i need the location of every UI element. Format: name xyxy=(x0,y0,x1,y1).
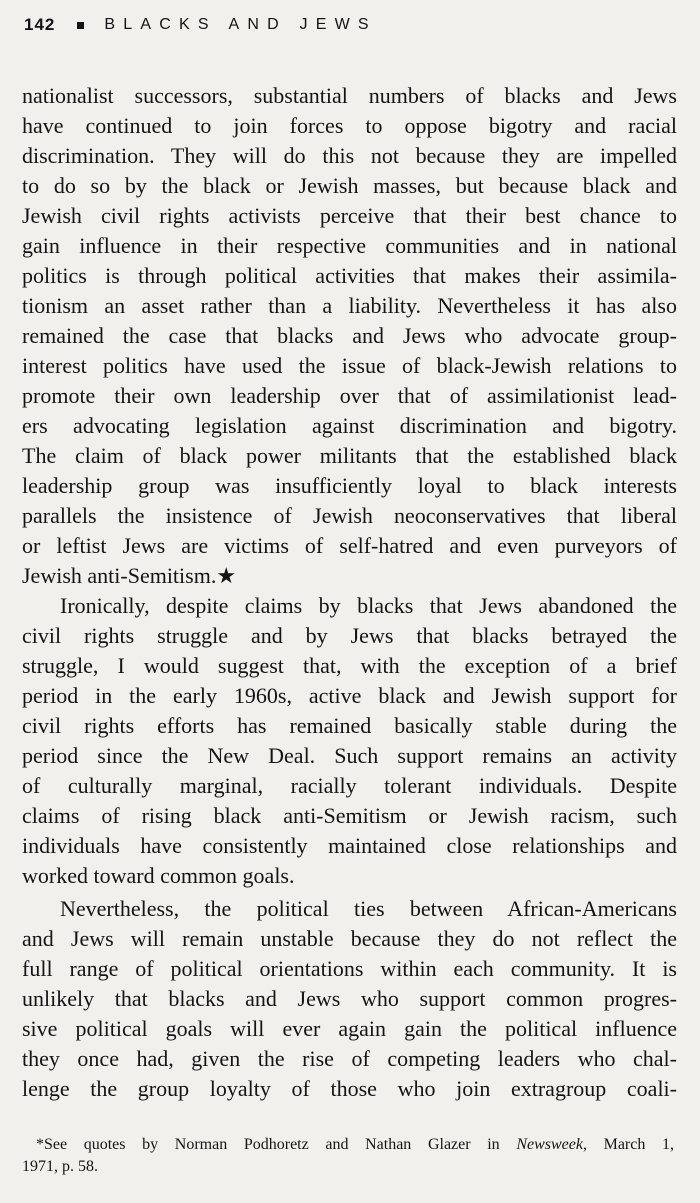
text-line: worked toward common goals. xyxy=(22,863,295,888)
text-line: individuals have consistently maintained close relationships and xyxy=(22,833,677,858)
text-line: have continued to join forces to oppose bigotry and racial xyxy=(22,113,677,138)
square-bullet-icon xyxy=(77,22,84,29)
text-line: Jewish civil rights activists perceive that their best chance to xyxy=(22,203,677,228)
text-line: discrimination. They will do this not because they are impelled xyxy=(22,143,677,168)
text-line-footnote-ref: Jewish anti-Semitism.★ xyxy=(22,563,237,588)
footnote-text: See quotes by Norman Podhoretz and Nathan Glazer in xyxy=(44,1136,517,1153)
page-number: 142 xyxy=(24,15,56,34)
text-line: and Jews will remain unstable because they do not reflect the xyxy=(22,926,677,951)
text-line: civil rights efforts has remained basically stable during the xyxy=(22,713,677,738)
footnote-text: , March 1, xyxy=(582,1136,675,1153)
text-line: sive political goals will ever again gain the political influence xyxy=(22,1016,677,1041)
text-line: lenge the group loyalty of those who join extragroup coali- xyxy=(22,1076,677,1101)
text-line: or leftist Jews are victims of self-hatred and even purveyors of xyxy=(22,533,677,558)
text-line: to do so by the black or Jewish masses, but because black and xyxy=(22,173,677,198)
text-line: parallels the insistence of Jewish neoconservatives that liberal xyxy=(22,503,677,528)
text-line: they once had, given the rise of competing leaders who chal- xyxy=(22,1046,677,1071)
text-line: leadership group was insufficiently loyal to black interests xyxy=(22,473,677,498)
text-line: claims of rising black anti-Semitism or Jewish racism, such xyxy=(22,803,677,828)
text-line: politics is through political activities that makes their assimila- xyxy=(22,263,677,288)
text-line: struggle, I would suggest that, with the exception of a brief xyxy=(22,653,677,678)
text-line: interest politics have used the issue of black-Jewish relations to xyxy=(22,353,677,378)
text-line: remained the case that blacks and Jews who advocate group- xyxy=(22,323,677,348)
text-line: civil rights struggle and by Jews that blacks betrayed the xyxy=(22,623,677,648)
text-line: unlikely that blacks and Jews who support common progres- xyxy=(22,986,677,1011)
running-head-title: BLACKS AND JEWS xyxy=(104,16,377,33)
text-line: full range of political orientations within each community. It is xyxy=(22,956,677,981)
text-line: The claim of black power militants that the established black xyxy=(22,443,677,468)
text-line: promote their own leadership over that of assimilationist lead- xyxy=(22,383,677,408)
text-line: ers advocating legislation against discrimination and bigotry. xyxy=(22,413,677,438)
footnote-line xyxy=(22,1134,674,1156)
text-line: of culturally marginal, racially tolerant individuals. Despite xyxy=(22,773,677,798)
text-line: period since the New Deal. Such support remains an activity xyxy=(22,743,677,768)
body-text xyxy=(22,81,677,1104)
running-head xyxy=(24,12,377,38)
footnote-marker: * xyxy=(36,1136,44,1153)
text-line: gain influence in their respective communities and in national xyxy=(22,233,677,258)
paragraph-first-line: Nevertheless, the political ties between African-Americans xyxy=(60,896,677,921)
footnote-source-title: Newsweek xyxy=(516,1136,583,1153)
footnote xyxy=(22,1134,674,1178)
paragraph-first-line: Ironically, despite claims by blacks that Jews abandoned the xyxy=(60,593,677,618)
footnote-line: 1971, p. 58. xyxy=(22,1158,98,1175)
text-line: nationalist successors, substantial numbers of blacks and Jews xyxy=(22,83,677,108)
text-line: period in the early 1960s, active black and Jewish support for xyxy=(22,683,677,708)
text-line: tionism an asset rather than a liability. Nevertheless it has also xyxy=(22,293,677,318)
